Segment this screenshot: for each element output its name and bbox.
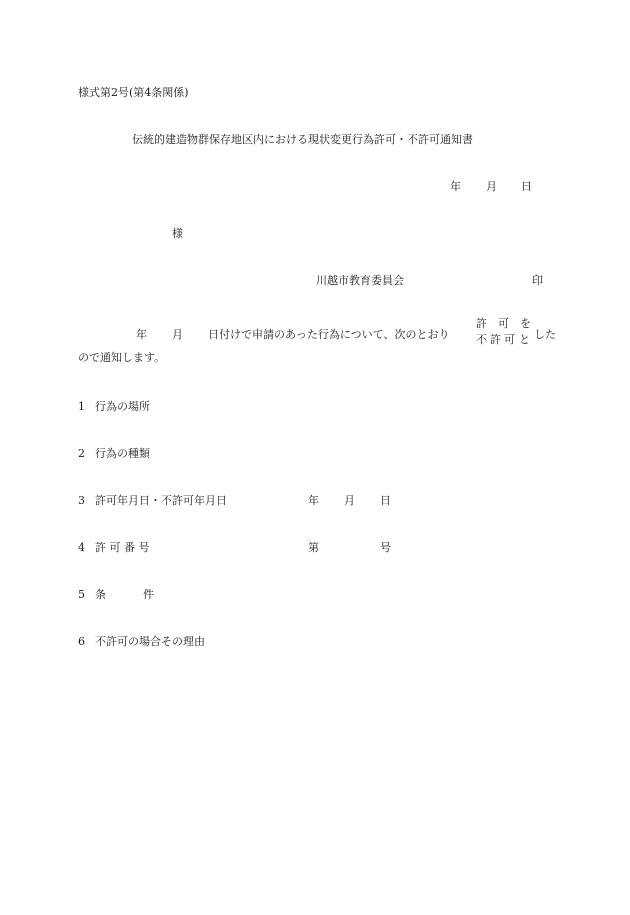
issue-date-month: 月 — [486, 180, 497, 193]
item-month: 月 — [344, 494, 355, 507]
item-year: 年 — [308, 494, 319, 507]
form-number: 様式第2号(第4条関係) — [78, 86, 189, 99]
document-title: 伝統的建造物群保存地区内における現状変更行為許可・不許可通知書 — [132, 133, 473, 146]
permit-option-stack: 許 可 を 不 許 可 と — [476, 317, 531, 346]
body-middle-text: 日付けで申請のあった行為について、次のとおり — [208, 328, 450, 341]
body-month: 月 — [172, 328, 183, 341]
item-number: 3 — [78, 494, 85, 507]
permit-number-prefix: 第 — [308, 541, 319, 554]
item-label: 不許可の場合その理由 — [95, 635, 205, 648]
item-number: 4 — [78, 541, 85, 554]
item-day: 日 — [380, 494, 391, 507]
addressee-suffix: 様 — [172, 227, 183, 240]
item-label: 行為の場所 — [95, 400, 150, 413]
item-label-part-a: 条 — [95, 588, 106, 601]
item-number: 5 — [78, 588, 85, 601]
permit-number-suffix: 号 — [380, 541, 391, 554]
item-label: 許可年月日・不許可年月日 — [95, 494, 227, 507]
issue-date-day: 日 — [521, 180, 532, 193]
item-number: 6 — [78, 635, 85, 648]
body-end-text: した — [534, 328, 556, 341]
item-label: 許 可 番 号 — [95, 541, 150, 554]
item-number: 1 — [78, 400, 85, 413]
issuer-name: 川越市教育委員会 — [316, 274, 404, 287]
issue-date-year: 年 — [450, 180, 461, 193]
body-year: 年 — [136, 328, 147, 341]
body-line-2: ので通知します。 — [78, 351, 166, 364]
seal-mark: 印 — [532, 274, 543, 287]
item-label: 行為の種類 — [95, 447, 150, 460]
item-label-part-b: 件 — [143, 588, 154, 601]
item-number: 2 — [78, 447, 85, 460]
